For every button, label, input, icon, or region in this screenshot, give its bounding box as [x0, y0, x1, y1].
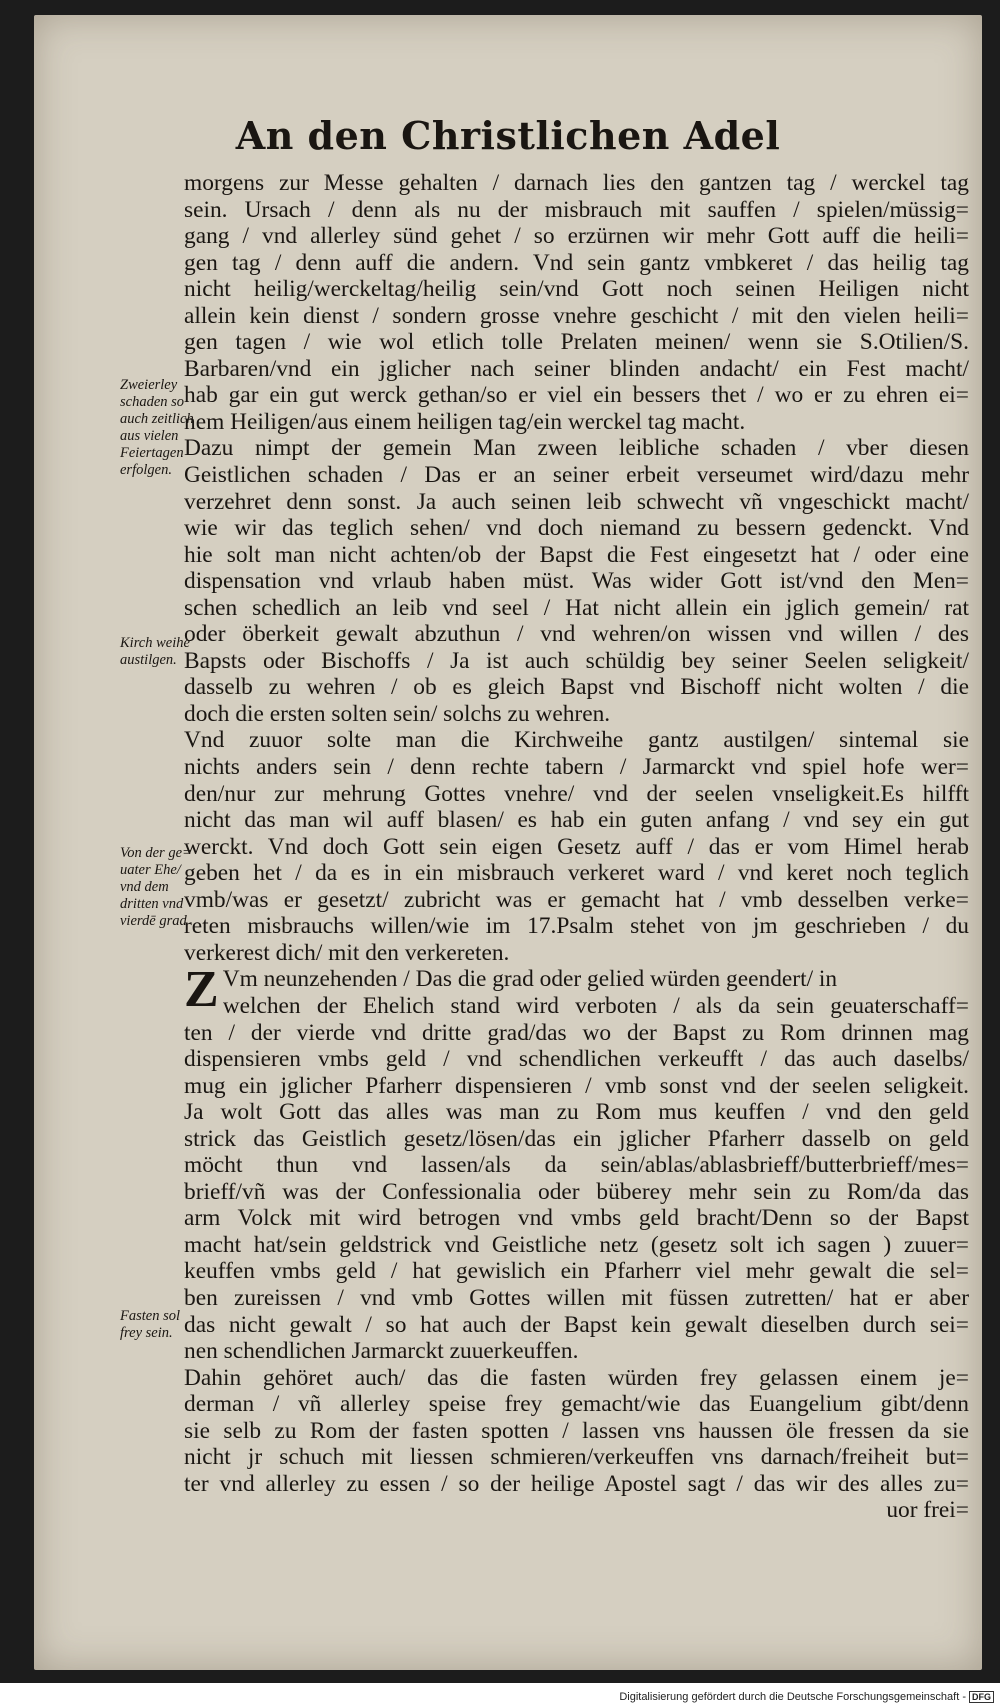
text-line: Barbaren/vnd ein jglicher nach seiner blinden andacht/ ein Fest macht/: [184, 355, 969, 382]
text-line: sein. Ursach / denn als nu der misbrauch mit sauffen / spielen/müssig=: [184, 196, 969, 223]
gloss-line: schaden so: [120, 394, 185, 410]
text-line: macht hat/sein geldstrick vnd Geistliche netz (gesetz solt ich sagen ) zuuer=: [184, 1231, 969, 1258]
text-line: dispensation vnd vrlaub haben müst. Was wider Gott ist/vnd den Men=: [184, 568, 969, 595]
text-line: nicht heilig/werckeltag/heilig sein/vnd Gott noch seinen Heiligen nicht: [184, 276, 969, 303]
text-line: reten misbrauchs willen/wie im 17.Psalm stehet von jm geschrieben / du: [184, 913, 969, 940]
text-line: wie wir das teglich sehen/ vnd doch niemand zu bessern gedenckt. Vnd: [184, 515, 969, 542]
text-line: das nicht gewalt / so hat auch der Bapst kein gewalt dieselben durch sei=: [184, 1311, 969, 1338]
text-line: nicht das man wil auff blasen/ es hab ein guten anfang / vnd sey ein gut: [184, 807, 969, 834]
drop-cap: Z: [184, 961, 219, 1019]
gloss-line: Von der ge=: [120, 845, 192, 861]
footer-credit: [619, 1691, 994, 1703]
text-line: hie solt man nicht achten/ob der Bapst die Fest eingesetzt hat / oder eine: [184, 541, 969, 568]
text-line: dispensieren vmbs geld / vnd schendlichen verkeufft / das auch daselbs/: [184, 1046, 969, 1073]
dfg-logo: DFG: [969, 1691, 994, 1703]
text-line: welchen der Ehelich stand wird verboten / als da sein geuaterschaff=: [222, 992, 969, 1019]
text-line: doch die ersten solten sein/ solchs zu wehren.: [184, 700, 611, 727]
text-line: nicht jr schuch mit liessen schmieren/verkeuffen vns darnach/freiheit but=: [184, 1444, 969, 1471]
gloss-line: Feiertagen: [120, 445, 184, 461]
body-text: [184, 170, 969, 1524]
running-header: An den Christlichen Adel: [235, 113, 781, 158]
text-line: nen schendlichen Jarmarckt zuuerkeuffen.: [184, 1338, 579, 1365]
text-line: morgens zur Messe gehalten / darnach lies den gantzen tag / werckel tag: [184, 170, 969, 196]
text-line: brieff/vñ was der Confessionalia oder büberey mehr sein zu Rom/da das: [184, 1178, 969, 1205]
text-line: möcht thun vnd lassen/als da sein/ablas/ablasbrieff/butterbrieff/mes=: [184, 1152, 969, 1179]
credit-text: Digitalisierung gefördert durch die Deutsche Forschungsgemeinschaft -: [619, 1691, 966, 1703]
gloss-line: dritten vnd: [120, 896, 184, 912]
text-line: dasselb zu wehren / ob es gleich Bapst vnd Bischoff nicht wolten / die: [184, 674, 969, 701]
text-line: allein kein dienst / sondern grosse vnehre geschicht / mit den vielen heili=: [184, 302, 969, 329]
gloss-line: aus vielen: [120, 428, 179, 444]
text-line: gen tag / denn auff die andern. Vnd sein gantz vmbkeret / das heilig tag: [184, 249, 969, 276]
text-line: derman / vñ allerley speise frey gemacht/wie das Euangelium gibt/denn: [184, 1391, 969, 1418]
gloss-line: auch zeitlich: [120, 411, 194, 427]
text-line: keuffen vmbs geld / hat gewislich ein Pfarherr viel mehr gewalt die sel=: [184, 1258, 969, 1285]
text-line: strick das Geistlich gesetz/lösen/das ein jglicher Pfarherr dasselb on geld: [184, 1125, 969, 1152]
text-line: uor frei=: [886, 1497, 969, 1524]
gloss-line: uater Ehe/: [120, 862, 181, 878]
text-line: werckt. Vnd doch Gott sein eigen Gesetz auff / das er vom Himel herab: [184, 833, 969, 860]
gloss-line: Fasten sol: [120, 1308, 181, 1324]
text-line: nem Heiligen/aus einem heiligen tag/ein werckel tag macht.: [184, 408, 746, 435]
text-line: nichts anders sein / denn rechte tabern / Jarmarckt vnd spiel hofe wer=: [184, 754, 969, 781]
text-line: ben zureissen / vnd vmb Gottes willen mit füssen zutretten/ hat er aber: [184, 1284, 969, 1311]
gloss-line: austilgen.: [120, 652, 177, 668]
text-line: oder öberkeit gewalt abzuthun / vnd wehren/on wissen vnd willen / des: [184, 621, 969, 648]
gloss-line: Zweierley: [120, 377, 178, 393]
book-page: [34, 15, 982, 1670]
text-line: den/nur zur mehrung Gottes vnehre/ vnd der seelen vnseligkeit.Es hilfft: [184, 780, 969, 807]
text-line: mug ein jglicher Pfarherr dispensieren / vmb sonst vnd der seelen seligkeit.: [184, 1072, 969, 1099]
text-line: arm Volck mit wird betrogen vnd vmbs geld bracht/Denn so der Bapst: [184, 1205, 969, 1232]
text-line: Dahin gehöret auch/ das die fasten würden frey gelassen einem je=: [184, 1364, 969, 1391]
text-line: gen tagen / wie wol etlich tolle Prelaten meinen/ wenn sie S.Otilien/S.: [184, 329, 969, 356]
text-line: verzehret denn sonst. Ja auch seinen leib schwecht vñ vngeschickt macht/: [184, 488, 969, 515]
gloss-line: erfolgen.: [120, 462, 172, 478]
text-line: hab gar ein gut werck gethan/so er viel ein bessers thet / wo er zu ehren ei=: [184, 382, 969, 409]
text-line: sie selb zu Rom der fasten spotten / lassen vns haussen öle fressen da sie: [184, 1417, 969, 1444]
gloss-line: vierdē grad: [120, 913, 187, 929]
text-line: geben het / da es in ein misbrauch verkeret ward / vnd keret noch teglich: [184, 860, 969, 887]
text-line: gang / vnd allerley sünd gehet / so erzürnen wir mehr Gott auff die heili=: [184, 223, 969, 250]
gloss-line: vnd dem: [120, 879, 169, 895]
text-line: Vnd zuuor solte man die Kirchweihe gantz austilgen/ sintemal sie: [184, 727, 969, 754]
gloss-line: Kirch weihe: [120, 635, 190, 651]
gloss-line: frey sein.: [120, 1325, 173, 1341]
text-line: Bapsts oder Bischoffs / Ja ist auch schüldig bey seiner Seelen seligkeit/: [184, 647, 969, 674]
text-line: schen schedlich an leib vnd seel / Hat nicht allein ein jglich gemein/ rat: [184, 594, 969, 621]
text-line: vmb/was er gesetzt/ zubricht was er gemacht hat / vmb desselben verke=: [184, 886, 969, 913]
text-line: Geistlichen schaden / Das er an seiner erbeit verseumet wird/dazu mehr: [184, 462, 969, 489]
text-line: ter vnd allerley zu essen / so der heilige Apostel sagt / das wir des alles zu=: [184, 1470, 969, 1497]
text-line: Ja wolt Gott das alles was man zu Rom mus keuffen / vnd den geld: [184, 1099, 969, 1126]
text-line: Vm neunzehenden / Das die grad oder gelied würden geendert/ in: [222, 966, 838, 993]
text-line: Dazu nimpt der gemein Man zween leibliche schaden / vber diesen: [184, 435, 969, 462]
text-line: verkerest dich/ mit den verkereten.: [184, 939, 510, 966]
text-line: ten / der vierde vnd dritte grad/das wo der Bapst zu Rom drinnen mag: [184, 1019, 969, 1046]
